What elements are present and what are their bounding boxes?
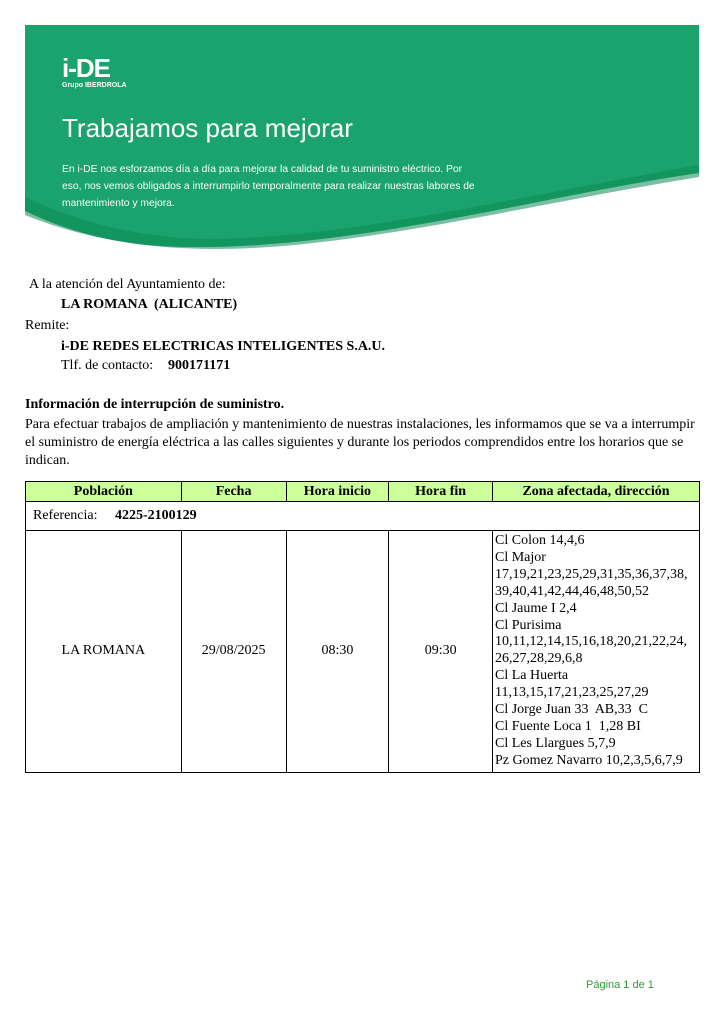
cell-hora-fin: 09:30 [389, 531, 493, 773]
zona-line: 26,27,28,29,6,8 [495, 651, 583, 667]
reference-cell [26, 502, 700, 531]
zona-line: Cl Jaume I 2,4 [495, 600, 577, 616]
interruption-table [25, 481, 700, 773]
zona-line: Cl Purisima [495, 617, 562, 633]
contact-phone: 900171171 [168, 358, 231, 373]
zona-line: Cl Major [495, 549, 546, 565]
zona-line: 39,40,41,42,44,46,48,50,52 [495, 583, 649, 599]
zona-line: Cl La Huerta [495, 668, 569, 684]
header-banner [25, 25, 699, 250]
zona-line: Cl Colon 14,4,6 [495, 533, 585, 548]
table-header-row [26, 482, 700, 502]
header-hora-fin: Hora fin [389, 482, 493, 502]
zona-line: 11,13,15,17,21,23,25,27,29 [495, 685, 649, 701]
zona-line: 17,19,21,23,25,29,31,35,36,37,38, [495, 566, 688, 582]
zona-line: Cl Jorge Juan 33 AB,33 C [495, 702, 648, 718]
cell-hora-inicio: 08:30 [286, 531, 389, 773]
reference-row [26, 502, 700, 531]
info-title: Información de interrupción de suministro. [25, 397, 285, 412]
attention-label: A la atención del Ayuntamiento de: [29, 277, 226, 292]
logo-subtext: Grupo IBERDROLA [62, 82, 127, 89]
contact-label: Tlf. de contacto: [61, 358, 154, 373]
cell-poblacion: LA ROMANA [26, 531, 182, 773]
zona-line: 10,11,12,14,15,16,18,20,21,22,24, [495, 634, 687, 650]
municipality: LA ROMANA (ALICANTE) [61, 297, 238, 312]
banner-text: En i-DE nos esforzamos día a día para mejorar la calidad de tu suministro eléctrico. Por eso, nos vemos obligados a interrumpirlo temporalmente para realizar nuestras labores de mantenimiento y mejora. [62, 164, 475, 209]
header-zona: Zona afectada, dirección [493, 482, 700, 502]
header-fecha: Fecha [181, 482, 286, 502]
page-number: Página 1 de 1 [586, 979, 654, 991]
header-poblacion: Población [26, 482, 182, 502]
reference-value: 4225-2100129 [115, 508, 197, 523]
logo-text: i-DE [62, 53, 110, 83]
zona-line: Cl Fuente Loca 1 1,28 BI [495, 718, 641, 734]
zona-line: Pz Gomez Navarro 10,2,3,5,6,7,9 [495, 752, 683, 768]
banner-title: Trabajamos para mejorar [62, 113, 353, 143]
cell-fecha: 29/08/2025 [181, 531, 286, 773]
sender-label: Remite: [25, 318, 70, 333]
ide-logo [62, 55, 127, 89]
table-row [26, 531, 700, 773]
reference-label: Referencia: [33, 508, 98, 523]
sender-name: i-DE REDES ELECTRICAS INTELIGENTES S.A.U. [61, 339, 386, 354]
info-text: Para efectuar trabajos de ampliación y mantenimiento de nuestras instalaciones, les informamos que se va a interrumpir el suministro de energía eléctrica a las calles siguientes y durante los periodos comprendidos entre los horarios que se indican. [25, 417, 695, 468]
zona-line: Cl Les Llargues 5,7,9 [495, 735, 616, 751]
header-hora-inicio: Hora inicio [286, 482, 389, 502]
cell-zona [493, 531, 700, 773]
